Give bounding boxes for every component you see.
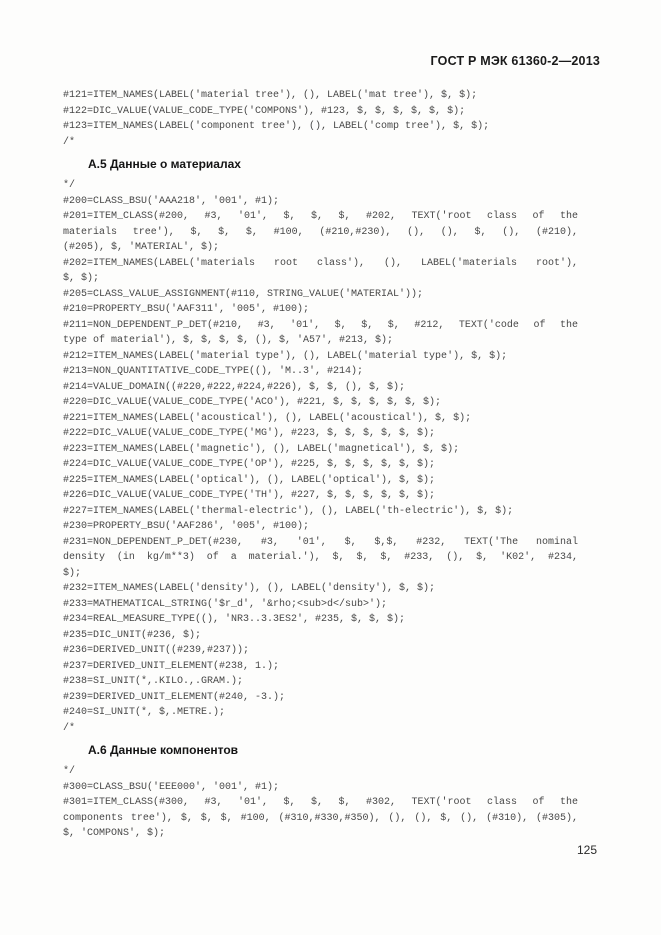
code-line: #212=ITEM_NAMES(LABEL('material type'), (), LABEL('material type'), $, $);: [63, 350, 508, 362]
code-line: #211=NON_DEPENDENT_P_DET(#210, #3, '01', $, $, $, #212, TEXT('code of the: [63, 319, 578, 331]
code-line: type of material'), $, $, $, $, (), $, 'A57', #213, $);: [63, 335, 394, 346]
code-line: #239=DERIVED_UNIT_ELEMENT(#240, -3.);: [63, 691, 286, 703]
code-line: /*: [63, 722, 76, 734]
code-line: #236=DERIVED_UNIT((#239,#237));: [63, 645, 250, 656]
section-heading: А.6 Данные компонентов: [88, 743, 239, 757]
code-line: $, $);: [63, 273, 100, 284]
code-line: components tree'), $, $, $, #100, (#310,#330,#350), (), (), $, (), (#310), (#305),: [63, 812, 578, 824]
code-line: #234=REAL_MEASURE_TYPE((), 'NR3..3.3ES2', #235, $, $, $);: [63, 614, 406, 625]
code-line: #300=CLASS_BSU('EEE000', '001', #1);: [63, 781, 280, 793]
code-line: #205=CLASS_VALUE_ASSIGNMENT(#110, STRING_VALUE('MATERIAL'));: [63, 288, 424, 300]
code-line: #240=SI_UNIT(*, $,.METRE.);: [63, 707, 226, 718]
code-line: #221=ITEM_NAMES(LABEL('acoustical'), (), LABEL('acoustical'), $, $);: [63, 412, 472, 424]
code-line: */: [63, 180, 76, 191]
page-number: 125: [576, 843, 597, 857]
code-line: #233=MATHEMATICAL_STRING('$r_d', '&rho;<sub>d</sub>');: [63, 598, 388, 610]
code-line: #201=ITEM_CLASS(#200, #3, '01', $, $, $, #202, TEXT('root class of the: [63, 211, 578, 222]
code-line: #224=DIC_VALUE(VALUE_CODE_TYPE('OP'), #225, $, $, $, $, $, $);: [63, 459, 436, 470]
code-line: #123=ITEM_NAMES(LABEL('component tree'), (), LABEL('comp tree'), $, $);: [63, 121, 490, 132]
code-line: */: [63, 766, 76, 777]
code-line: density (in kg/m**3) of a material.'), $, $, $, #233, (), $, 'K02', #234,: [63, 552, 578, 563]
code-line: #202=ITEM_NAMES(LABEL('materials root class'), (), LABEL('materials root'),: [63, 257, 578, 269]
code-line: #226=DIC_VALUE(VALUE_CODE_TYPE('TH'), #227, $, $, $, $, $, $);: [63, 490, 436, 501]
code-line: /*: [63, 136, 76, 148]
code-line: #122=DIC_VALUE(VALUE_CODE_TYPE('COMPONS'), #123, $, $, $, $, $, $);: [63, 105, 466, 117]
code-listing: [63, 88, 578, 842]
code-line: materials tree'), $, $, $, #100, (#210,#230), (), (), $, (), (#210),: [63, 226, 578, 238]
code-line: #232=ITEM_NAMES(LABEL('density'), (), LABEL('density'), $, $);: [63, 583, 436, 594]
code-line: #235=DIC_UNIT(#236, $);: [63, 629, 202, 641]
code-line: (#205), $, 'MATERIAL', $);: [63, 242, 220, 253]
code-line: #230=PROPERTY_BSU('AAF286', '005', #100);: [63, 521, 310, 532]
code-line: #200=CLASS_BSU('AAA218', '001', #1);: [63, 195, 280, 207]
code-line: #222=DIC_VALUE(VALUE_CODE_TYPE('MG'), #223, $, $, $, $, $, $);: [63, 428, 436, 439]
running-header: ГОСТ Р МЭК 61360-2—2013: [430, 54, 600, 68]
code-line: #220=DIC_VALUE(VALUE_CODE_TYPE('ACO'), #221, $, $, $, $, $, $);: [63, 397, 442, 408]
code-line: #121=ITEM_NAMES(LABEL('material tree'), (), LABEL('mat tree'), $, $);: [63, 90, 478, 101]
code-line: #227=ITEM_NAMES(LABEL('thermal-electric'), (), LABEL('th-electric'), $, $);: [63, 505, 514, 517]
code-line: #301=ITEM_CLASS(#300, #3, '01', $, $, $, #302, TEXT('root class of the: [63, 797, 578, 808]
code-line: $);: [63, 567, 82, 579]
code-line: $, 'COMPONS', $);: [63, 828, 166, 839]
code-line: #238=SI_UNIT(*,.KILO.,.GRAM.);: [63, 676, 244, 687]
section-heading: А.5 Данные о материалах: [88, 157, 241, 171]
code-line: #231=NON_DEPENDENT_P_DET(#230, #3, '01', $, $,$, #232, TEXT('The nominal: [63, 536, 578, 548]
code-line: #214=VALUE_DOMAIN((#220,#222,#224,#226), $, $, (), $, $);: [63, 381, 406, 393]
code-line: #223=ITEM_NAMES(LABEL('magnetic'), (), LABEL('magnetical'), $, $);: [63, 443, 460, 455]
code-line: #237=DERIVED_UNIT_ELEMENT(#238, 1.);: [63, 660, 280, 672]
code-line: #225=ITEM_NAMES(LABEL('optical'), (), LABEL('optical'), $, $);: [63, 474, 436, 486]
code-line: #213=NON_QUANTITATIVE_CODE_TYPE((), 'M..3', #214);: [63, 366, 364, 377]
code-line: #210=PROPERTY_BSU('AAF311', '005', #100);: [63, 304, 310, 315]
